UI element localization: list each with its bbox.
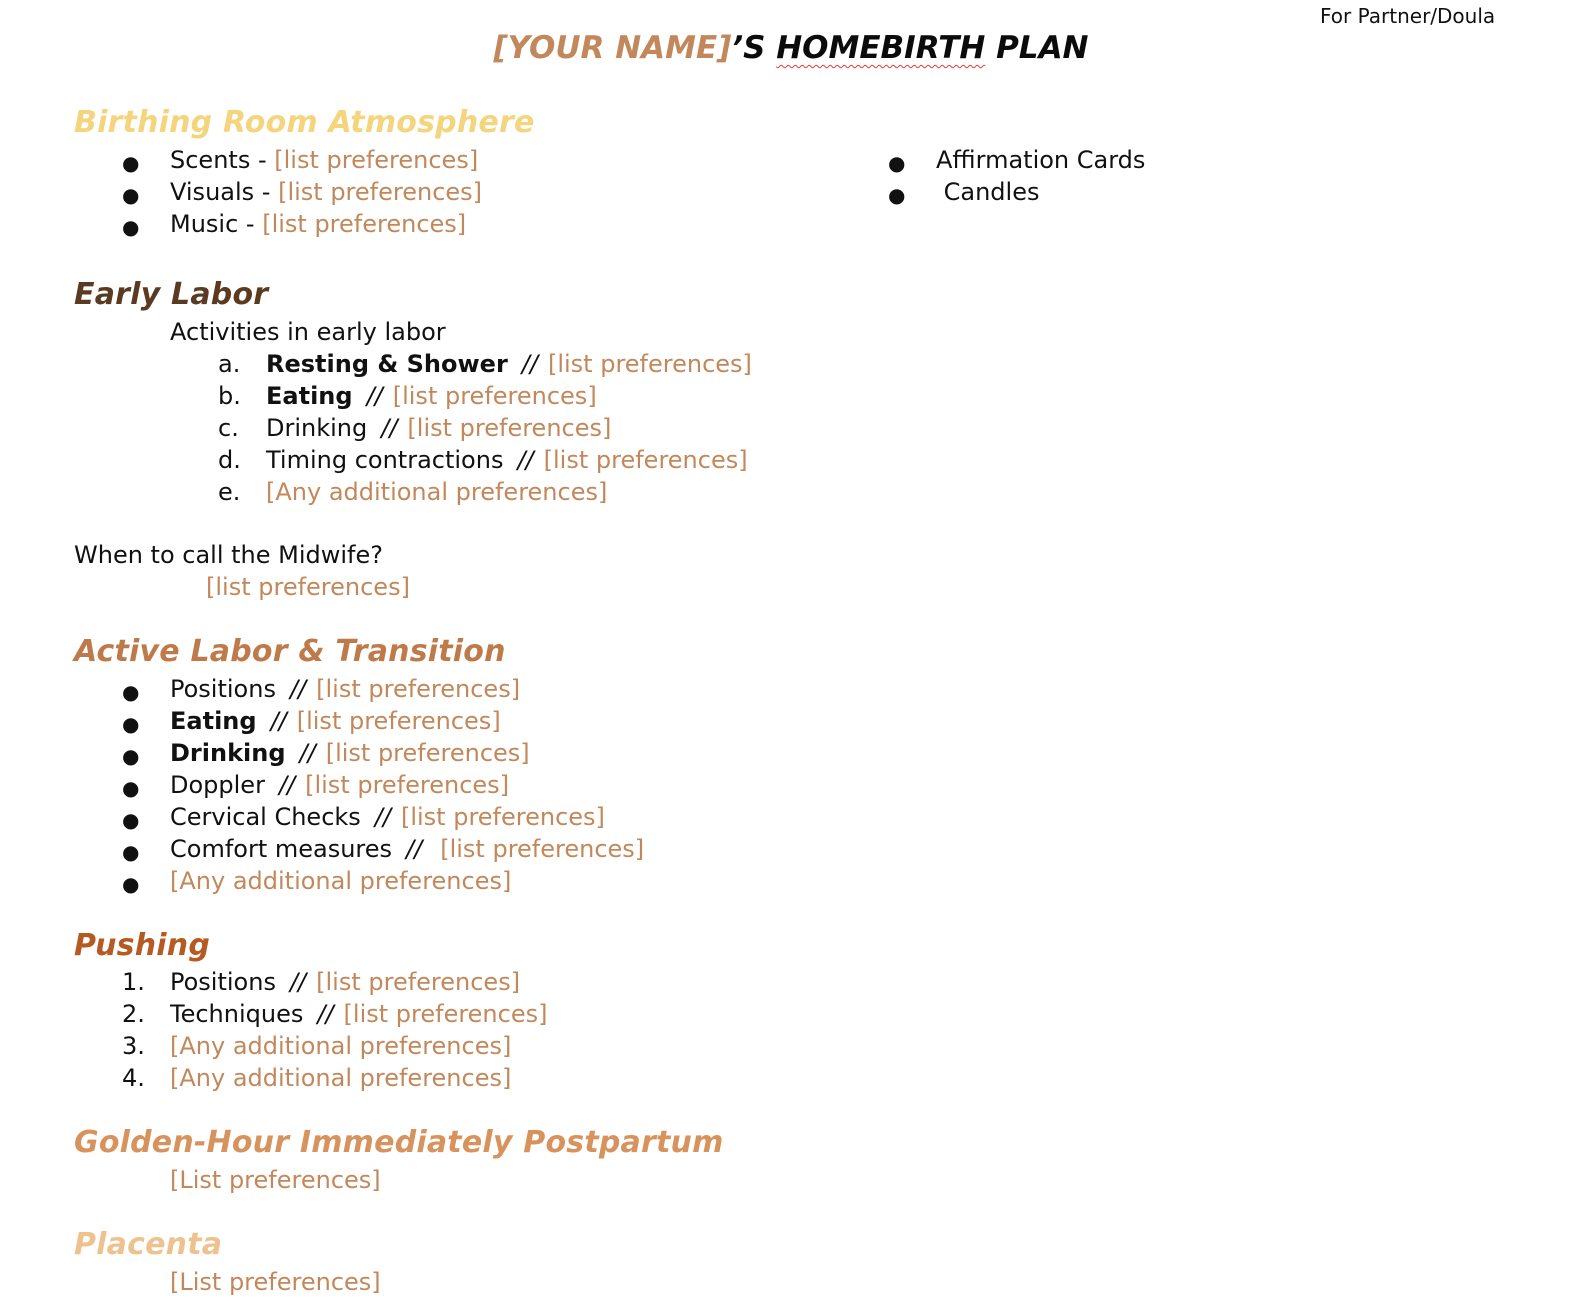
bullet: ● (122, 680, 140, 704)
item-placeholder: [list preferences] (392, 382, 597, 410)
item-placeholder: [list preferences] (316, 675, 521, 703)
bullet: ● (122, 744, 140, 768)
list-item (170, 966, 520, 998)
list-item: [Any additional preferences] (170, 1064, 512, 1092)
item-placeholder: [list preferences] (296, 707, 501, 735)
list-item (266, 380, 597, 412)
list-marker: a. (218, 350, 241, 378)
separator: // (317, 1000, 334, 1028)
list-marker: e. (218, 478, 241, 506)
separator: // (366, 382, 383, 410)
list-marker: 2. (122, 1000, 145, 1028)
list-marker: 3. (122, 1032, 145, 1060)
midwife-question: When to call the Midwife? (74, 541, 384, 569)
separator: // (521, 350, 538, 378)
pushing-heading: Pushing (74, 928, 211, 963)
item-label: Music - (170, 210, 263, 238)
bullet: ● (122, 808, 140, 832)
list-item (170, 801, 605, 833)
item-placeholder: [list preferences] (316, 968, 521, 996)
list-item (170, 144, 478, 176)
item-label: Drinking (266, 414, 368, 442)
item-label: Eating (266, 382, 353, 410)
page-title (0, 30, 1572, 66)
bullet: ● (122, 151, 140, 175)
item-label: Comfort measures (170, 835, 393, 863)
list-marker: b. (218, 382, 241, 410)
item-placeholder: [list preferences] (274, 146, 479, 174)
list-marker: 4. (122, 1064, 145, 1092)
list-item: [Any additional preferences] (266, 478, 608, 506)
list-marker: c. (218, 414, 239, 442)
separator: // (406, 835, 423, 863)
early-labor-intro: Activities in early labor (170, 318, 446, 346)
item-placeholder: [list preferences] (343, 1000, 548, 1028)
item-label: Eating (170, 707, 257, 735)
placenta-heading: Placenta (74, 1227, 223, 1262)
bullet: ● (122, 215, 140, 239)
separator: // (270, 707, 287, 735)
item-placeholder: [list preferences] (400, 803, 605, 831)
separator: // (289, 675, 307, 703)
list-item (170, 998, 547, 1030)
item-placeholder: [list preferences] (278, 178, 483, 206)
separator: // (299, 739, 316, 767)
list-item: Affirmation Cards (936, 146, 1146, 174)
item-label: Doppler (170, 771, 265, 799)
list-item (170, 705, 501, 737)
list-item (170, 208, 466, 240)
list-item (170, 673, 520, 705)
title-apostrophe: ’S (731, 30, 777, 66)
bullet: ● (122, 183, 140, 207)
list-item (170, 176, 482, 208)
item-placeholder: [list preferences] (440, 835, 645, 863)
separator: // (374, 803, 391, 831)
list-item (266, 412, 611, 444)
bullet: ● (122, 840, 140, 864)
early-labor-heading: Early Labor (74, 277, 269, 312)
list-item (170, 833, 644, 865)
list-marker: d. (218, 446, 241, 474)
title-name: [YOUR NAME] (493, 30, 732, 66)
item-label: Timing contractions (266, 446, 504, 474)
item-label: Drinking (170, 739, 286, 767)
bullet: ● (888, 183, 906, 207)
list-marker: 1. (122, 968, 145, 996)
list-item (266, 348, 752, 380)
title-plan: PLAN (985, 30, 1089, 66)
bullet: ● (888, 151, 906, 175)
item-placeholder: [list preferences] (407, 414, 612, 442)
atmosphere-heading: Birthing Room Atmosphere (74, 105, 535, 140)
item-placeholder: [list preferences] (325, 739, 530, 767)
title-homebirth: HOMEBIRTH (776, 30, 986, 66)
item-label: Positions (170, 968, 276, 996)
bullet: ● (122, 872, 140, 896)
corner-label: For Partner/Doula (1320, 4, 1496, 28)
bullet: ● (122, 712, 140, 736)
item-placeholder: [list preferences] (543, 446, 748, 474)
item-placeholder: [list preferences] (547, 350, 752, 378)
item-placeholder: [list preferences] (305, 771, 510, 799)
item-label: Scents - (170, 146, 275, 174)
item-label: Positions (170, 675, 276, 703)
item-placeholder: [list preferences] (262, 210, 467, 238)
list-item: [Any additional preferences] (170, 867, 512, 895)
separator: // (289, 968, 307, 996)
separator: // (381, 414, 398, 442)
active-labor-heading: Active Labor & Transition (74, 634, 506, 669)
separator: // (278, 771, 296, 799)
separator: // (517, 446, 534, 474)
golden-hour-heading: Golden-Hour Immediately Postpartum (74, 1125, 724, 1160)
item-label: Techniques (170, 1000, 304, 1028)
list-item: [Any additional preferences] (170, 1032, 512, 1060)
item-label: Visuals - (170, 178, 279, 206)
list-item (170, 737, 530, 769)
list-item: Candles (936, 178, 1040, 206)
bullet: ● (122, 776, 140, 800)
item-label: Cervical Checks (170, 803, 361, 831)
golden-hour-placeholder: [List preferences] (170, 1166, 381, 1194)
list-item (266, 444, 748, 476)
item-label: Resting & Shower (266, 350, 508, 378)
list-item (170, 769, 509, 801)
midwife-placeholder: [list preferences] (206, 573, 410, 601)
placenta-placeholder: [List preferences] (170, 1268, 381, 1296)
